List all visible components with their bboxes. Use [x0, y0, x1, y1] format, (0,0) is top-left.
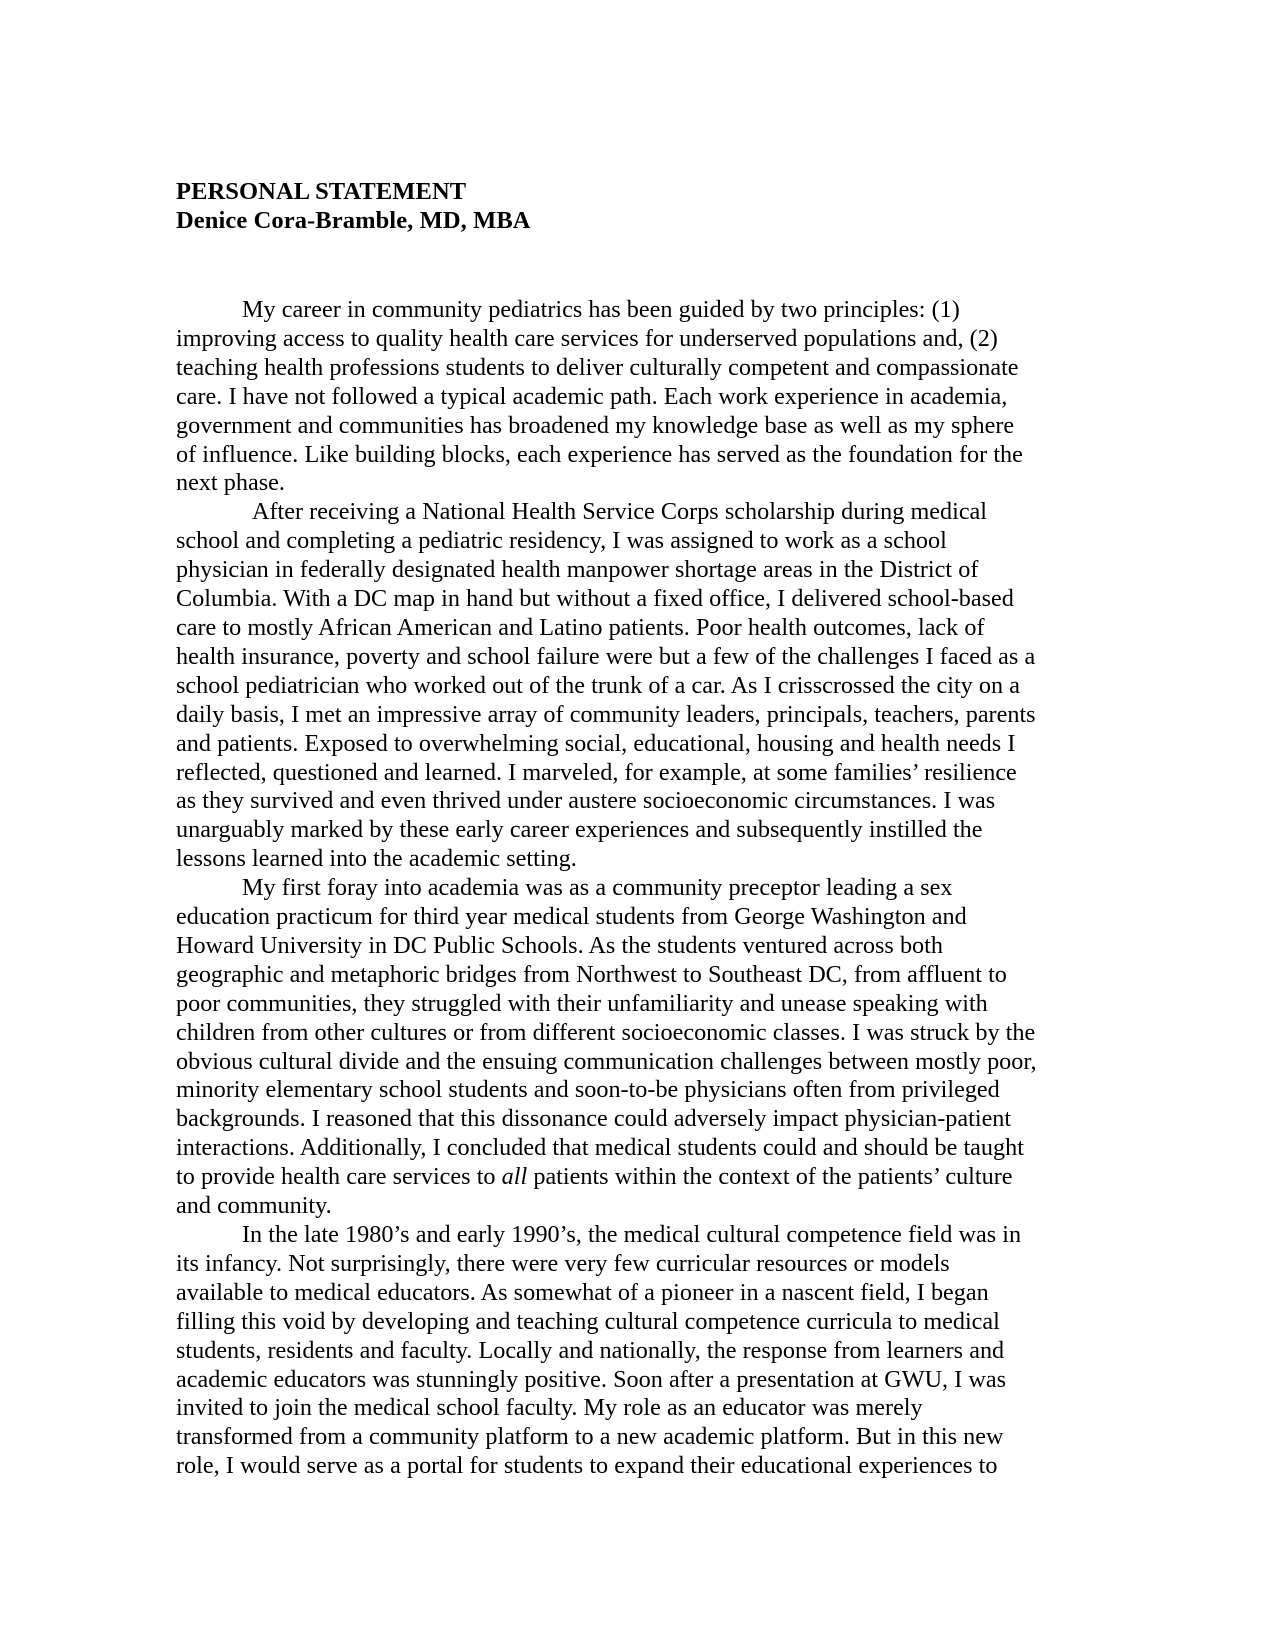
document-body: [176, 296, 1038, 1481]
paragraph-3: [176, 874, 1038, 1221]
paragraph-4: In the late 1980’s and early 1990’s, the medical cultural competence field was in its infancy. Not surprisingly, there were very few curricular resources or models available to medical educators. As somewhat of a pioneer in a nascent field, I began filling this void by developing and teaching cultural competence curricula to medical students, residents and faculty. Locally and nationally, the response from learners and academic educators was stunningly positive. Soon after a presentation at GWU, I was invited to join the medical school faculty. My role as an educator was merely transformed from a community platform to a new academic platform. But in this new role, I would serve as a portal for students to expand their educational experiences to: [176, 1221, 1022, 1480]
paragraph-3-text-after-emphasis: patients within the context of the patients’ culture and community.: [176, 1163, 1013, 1220]
paragraph-3-text-before-emphasis: My first foray into academia was as a community preceptor leading a sex education practicum for third year medical students from George Washington and Howard University in DC Public Schools. As the students ventured across both geographic and metaphoric bridges from Northwest to Southeast DC, from affluent to poor communities, they struggled with their unfamiliarity and unease speaking with children from other cultures or from different socioeconomic classes. I was struck by the obvious cultural divide and the ensuing communication challenges between mostly poor, minority elementary school students and soon-to-be physicians often from privileged backgrounds. I reasoned that this dissonance could adversely impact physician-patient interactions. Additionally, I concluded that medical students could and should be taught to provide health care services to: [176, 874, 1037, 1191]
paragraph-1: My career in community pediatrics has been guided by two principles: (1) improving access to quality health care services for underserved populations and, (2) teaching health professions students to deliver culturally competent and compassionate care. I have not followed a typical academic path. Each work experience in academia, government and communities has broadened my knowledge base as well as my sphere of influence. Like building blocks, each experience has served as the foundation for the next phase.: [176, 296, 1023, 497]
title-block: [176, 178, 1038, 235]
author-name: Denice Cora-Bramble, MD, MBA: [176, 206, 531, 234]
page-title: PERSONAL STATEMENT: [176, 178, 467, 205]
document-content: [176, 178, 1038, 1481]
paragraph-3-emphasis-all: all: [501, 1163, 528, 1191]
paragraph-2: After receiving a National Health Service Corps scholarship during medical school and completing a pediatric residency, I was assigned to work as a school physician in federally designated health manpower shortage areas in the District of Columbia. With a DC map in hand but without a fixed office, I delivered school-based care to mostly African American and Latino patients. Poor health outcomes, lack of health insurance, poverty and school failure were but a few of the challenges I faced as a school pediatrician who worked out of the trunk of a car. As I crisscrossed the city on a daily basis, I met an impressive array of community leaders, principals, teachers, parents and patients. Exposed to overwhelming social, educational, housing and health needs I reflected, questioned and learned. I marveled, for example, at some families’ resilience as they survived and even thrived under austere socioeconomic circumstances. I was unarguably marked by these early career experiences and subsequently instilled the lessons learned into the academic setting.: [176, 498, 1036, 873]
